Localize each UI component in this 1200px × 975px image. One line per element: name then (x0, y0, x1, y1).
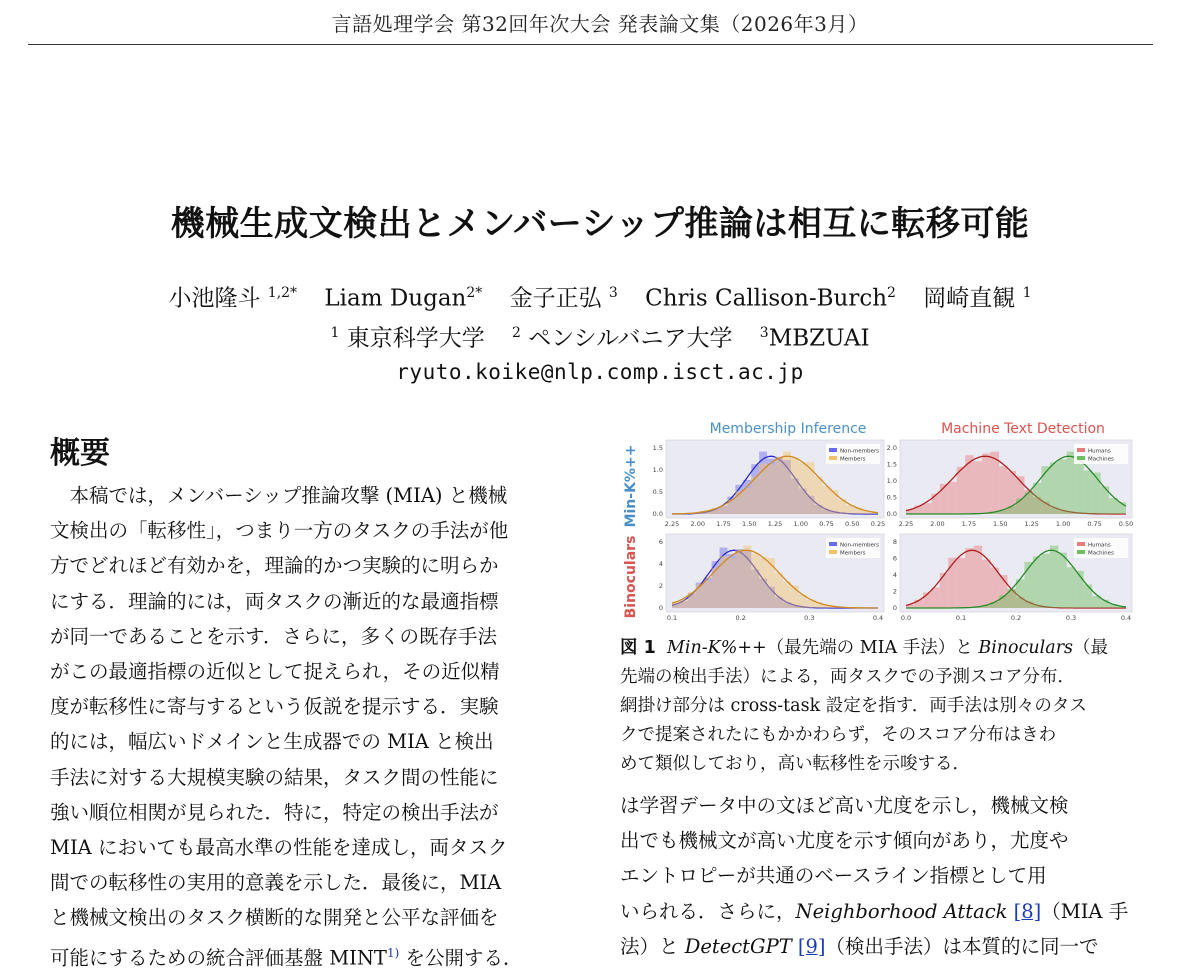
x-tick-label: 0.75 (819, 520, 834, 528)
legend-label: Non-members (840, 448, 880, 455)
affiliation-list (0, 316, 1200, 356)
histogram-bar (759, 463, 767, 514)
abstract-line: 強い順位相関が見られた．特に，特定の検出手法が (50, 800, 499, 824)
caption-line: 先端の検出手法）による，両タスクでの予測スコア分布． (620, 667, 1075, 687)
chart-panel (887, 440, 1134, 528)
y-tick-label: 1.0 (886, 477, 897, 485)
y-tick-label: 4 (892, 571, 897, 579)
histogram-bar (1041, 554, 1049, 608)
abstract-line: がこの最適指標の近似として捉えられ，その近似精 (50, 660, 500, 684)
y-tick-label: 0.5 (652, 488, 663, 496)
histogram-bar (799, 462, 807, 514)
y-tick-label: 0 (658, 604, 663, 612)
author-list (0, 276, 1200, 316)
histogram-bar (807, 462, 815, 514)
histogram-bar (1075, 458, 1083, 514)
x-tick-label: 0.2 (735, 614, 746, 622)
histogram-bar (767, 464, 775, 514)
x-tick-label: 0.1 (955, 614, 967, 622)
legend-swatch (829, 542, 837, 546)
histogram-bar (974, 461, 982, 514)
x-tick-label: 0.3 (1065, 614, 1077, 622)
histogram-bar (923, 503, 931, 514)
abstract-line: 可能にするための統合評価基盤 MINT$^{1)}$ を公開する． (50, 945, 523, 970)
histogram-bar (775, 573, 783, 608)
x-tick-label: 2.25 (664, 520, 680, 528)
legend-label: Humans (1088, 448, 1111, 455)
abstract-line: 的には，幅広いドメインと生成器での MIA と検出 (50, 730, 494, 754)
row-label-min-k: Min-K%++ (623, 444, 639, 528)
author: Liam Dugan$^{2*}$ (324, 285, 483, 312)
abstract-line: 手法に対する大規模実験の結果，タスク間の性能に (50, 765, 499, 789)
y-tick-label: 2 (892, 587, 897, 596)
figure-1-score-distributions (618, 412, 1140, 622)
paper-title: 機械生成文検出とメンバーシップ推論は相互に転移可能 (170, 204, 1030, 244)
chart-legend (1074, 538, 1128, 558)
abstract-line: にする．理論的には，両タスクの漸近的な最適指標 (50, 589, 499, 613)
affiliation: $^1$ 東京科学大学 (330, 324, 485, 352)
y-tick-label: 6 (658, 538, 663, 546)
x-tick-label: 0.50 (1118, 520, 1134, 528)
y-tick-label: 6 (892, 554, 897, 563)
legend-label: Humans (1088, 542, 1111, 549)
x-tick-label: 2.00 (930, 520, 945, 528)
affiliation: $^3$MBZUAI (759, 324, 870, 352)
chart-legend (1074, 444, 1128, 464)
x-tick-label: 0.0 (900, 614, 912, 622)
column-title-membership-inference: Membership Inference (709, 421, 867, 437)
x-tick-label: 0.4 (872, 614, 884, 622)
histogram-bar (982, 453, 990, 514)
y-tick-label: 2 (658, 582, 663, 590)
histogram-bar (727, 558, 735, 608)
histogram-bar (1033, 556, 1041, 608)
histogram-bar (957, 467, 965, 514)
x-tick-label: 1.50 (742, 520, 757, 528)
legend-swatch (829, 456, 837, 460)
x-tick-label: 1.00 (793, 520, 808, 528)
abstract-heading: 概要 (50, 436, 110, 471)
header-rule (28, 44, 1153, 45)
abstract-line: MIA においても最高水準の性能を達成し，両タスク (50, 836, 508, 860)
histogram-bar (1050, 546, 1058, 608)
footnote-link[interactable]: 1) (386, 945, 400, 960)
y-tick-label: 1.5 (886, 460, 897, 469)
abstract-line: が同一であることを示す．さらに，多くの既存手法 (50, 624, 497, 648)
caption-line: 網掛け部分は cross-task 設定を指す．両手法は別々のタス (620, 696, 1087, 716)
histogram-bar (948, 558, 956, 608)
y-tick-label: 1.5 (652, 444, 663, 452)
x-tick-label: 0.50 (845, 520, 860, 528)
legend-label: Machines (1088, 550, 1114, 557)
caption-line: クで提案されたにもかかわらず，そのスコア分布はきわ (620, 725, 1057, 745)
x-tick-label: 1.25 (1024, 520, 1039, 528)
figure-caption (620, 634, 1150, 779)
abstract-line: 文検出の「転移性」，つまり一方のタスクの手法が他 (50, 519, 509, 543)
histogram-bar (751, 554, 759, 608)
x-tick-label: 0.25 (870, 520, 886, 528)
contact-email[interactable]: ryuto.koike@nlp.comp.isct.ac.jp (396, 360, 804, 385)
column-title-machine-text-detection: Machine Text Detection (941, 421, 1105, 437)
y-tick-label: 0 (892, 604, 897, 612)
histogram-bar (931, 587, 939, 608)
x-tick-label: 1.50 (993, 520, 1008, 528)
x-tick-label: 1.75 (961, 520, 977, 528)
x-tick-label: 0.75 (1087, 520, 1102, 528)
x-tick-label: 2.25 (898, 520, 914, 528)
caption-line: 図 1 Min-K%++（最先端の MIA 手法）と Binoculars（最 (620, 638, 1109, 658)
author: 小池隆斗 $^{1,2*}$ (168, 285, 298, 312)
author: Chris Callison-Burch$^2$ (645, 285, 896, 312)
histogram-bar (974, 546, 982, 608)
histogram-bar (823, 486, 831, 514)
y-tick-label: 2.0 (886, 444, 897, 452)
abstract-line: 度が転移性に寄与するという仮説を提示する．実験 (50, 695, 499, 719)
histogram-bar (720, 556, 728, 608)
y-tick-label: 8 (892, 538, 897, 546)
histogram-bar (931, 494, 939, 514)
histogram-bar (791, 458, 799, 514)
histogram-bar (743, 546, 751, 608)
chart-panel (893, 534, 1132, 622)
chart-legend (826, 444, 880, 464)
histogram-bar (1084, 585, 1092, 608)
legend-swatch (1077, 550, 1085, 554)
citation-link[interactable]: [8] (1013, 899, 1042, 923)
author: 岡崎直観 $^1$ (923, 285, 1032, 312)
legend-label: Members (840, 456, 866, 463)
histogram-bar (957, 558, 965, 608)
histogram-bar (1058, 459, 1066, 514)
histogram-bar (982, 560, 990, 608)
histogram-bar (783, 452, 791, 514)
histogram-bar (1058, 553, 1066, 608)
histogram-bar (999, 466, 1007, 514)
legend-swatch (1077, 542, 1085, 546)
histogram-bar (735, 549, 743, 608)
histogram-bar (1067, 567, 1075, 608)
x-tick-label: 1.25 (767, 520, 783, 528)
y-tick-label: 4 (658, 560, 663, 568)
y-tick-label: 0.0 (652, 510, 663, 518)
y-tick-label: 0.5 (886, 493, 897, 502)
abstract-body (50, 478, 584, 975)
y-tick-label: 1.0 (652, 466, 663, 474)
body-line: 出でも機械文が高い尤度を示す傾向があり，尤度や (620, 829, 1069, 853)
author: 金子正弘 $^3$ (509, 285, 618, 312)
abstract-line: 方でどれほど有効かを，理論的かつ実験的に明らか (50, 554, 499, 578)
histogram-bar (767, 558, 775, 608)
histogram-bar (759, 557, 767, 608)
legend-label: Machines (1088, 456, 1114, 463)
x-tick-label: 1.00 (1055, 520, 1071, 528)
histogram-bar (1084, 470, 1092, 514)
chart-panel (659, 534, 884, 622)
row-label-binoculars: Binoculars (623, 535, 639, 619)
histogram-bar (965, 548, 973, 608)
x-tick-label: 0.2 (1010, 614, 1022, 622)
histogram-bar (775, 457, 783, 514)
figure-label: 図 1 (620, 638, 656, 658)
abstract-line: 間での転移性の実用的意義を示した．最後に，MIA (50, 871, 502, 895)
x-tick-label: 0.1 (666, 614, 678, 622)
histogram-bar (751, 477, 759, 514)
histogram-bar (1033, 483, 1041, 514)
caption-line: めて類似しており，高い転移性を示唆する． (620, 754, 970, 774)
body-line: は学習データ中の文ほど高い尤度を示し，機械文検 (620, 794, 1069, 817)
legend-swatch (1077, 456, 1085, 460)
body-line: いられる．さらに，Neighborhood Attack [8]（MIA 手 (620, 899, 1129, 923)
histogram-bar (1109, 498, 1117, 514)
histogram-bar (1050, 462, 1058, 514)
histogram-bar (783, 581, 791, 608)
histogram-bar (743, 488, 751, 514)
body-text-right-column (620, 788, 1150, 964)
histogram-bar (940, 484, 948, 514)
body-line: 法）と DetectGPT [9]（検出手法）は本質的に同一で (620, 934, 1099, 958)
histogram-bar (680, 599, 688, 608)
histogram-bar (815, 476, 823, 514)
legend-swatch (829, 550, 837, 554)
histogram-bar (1067, 452, 1075, 514)
affiliation: $^2$ ペンシルバニア大学 (512, 324, 733, 352)
abstract-line: と機械文検出のタスク横断的な開発と公平な評価を (50, 906, 499, 930)
running-header: 言語処理学会 第32回年次大会 発表論文集（2026年3月） (331, 12, 869, 36)
body-line: エントロピーが共通のベースライン指標として用 (620, 864, 1047, 888)
histogram-bar (948, 482, 956, 514)
x-tick-label: 0.3 (804, 614, 815, 622)
x-tick-label: 1.75 (716, 520, 731, 528)
chart-panel (653, 440, 886, 528)
citation-link[interactable]: [9] (797, 934, 826, 958)
histogram-bar (704, 581, 712, 608)
chart-legend (826, 538, 880, 558)
abstract-line: 本稿では，メンバーシップ推論攻撃 (MIA) と機械 (69, 484, 508, 507)
legend-label: Non-members (840, 542, 880, 549)
x-tick-label: 0.4 (1120, 614, 1132, 622)
legend-swatch (829, 448, 837, 452)
legend-swatch (1077, 448, 1085, 452)
y-tick-label: 0.0 (886, 510, 897, 518)
author-block (0, 276, 1200, 389)
x-tick-label: 2.00 (690, 520, 705, 528)
histogram-bar (1092, 473, 1100, 514)
legend-label: Members (840, 550, 866, 557)
